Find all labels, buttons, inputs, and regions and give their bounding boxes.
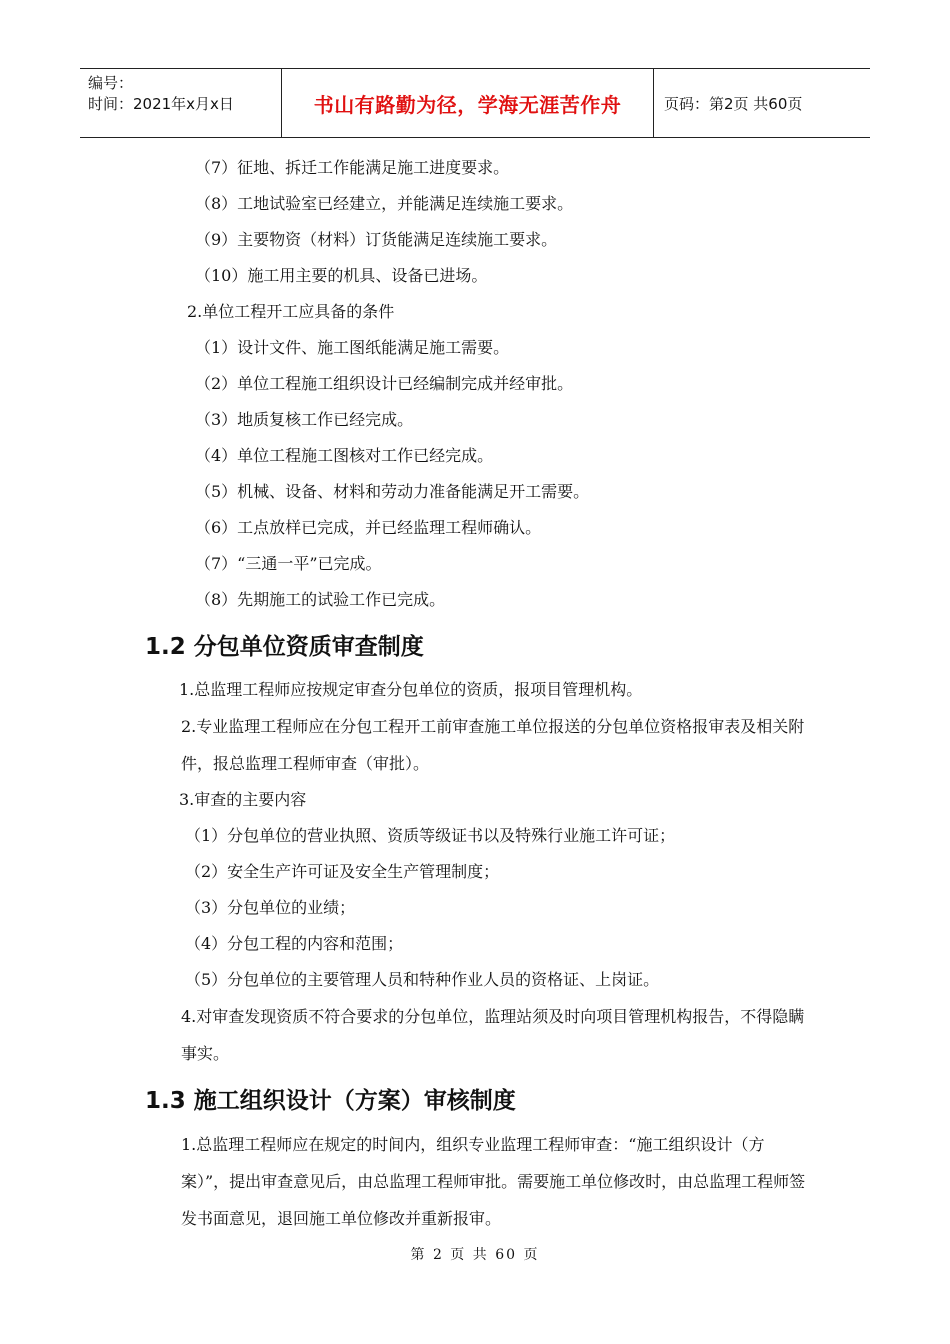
list-item: （3）地质复核工作已经完成。 xyxy=(195,410,414,429)
list-item: （1）分包单位的营业执照、资质等级证书以及特殊行业施工许可证； xyxy=(185,826,676,845)
paragraph: 3.审查的主要内容 xyxy=(179,790,307,809)
list-item: （2）安全生产许可证及安全生产管理制度； xyxy=(185,862,500,881)
paragraph: 1.总监理工程师应在规定的时间内，组织专业监理工程师审查：“施工组织设计（方案）”，提出审查意见后，由总监理工程师审批。需要施工单位修改时，由总监理工程师签发书面意见，退回施工单位修改并重新报审。 xyxy=(181,1135,806,1228)
list-item: （4）分包工程的内容和范围； xyxy=(185,934,404,953)
code-label: 编号： xyxy=(88,74,134,92)
section-heading: 1.2 分包单位资质审查制度 xyxy=(145,634,424,660)
header-meta xyxy=(80,69,282,137)
section-heading: 1.3 施工组织设计（方案）审核制度 xyxy=(145,1088,516,1114)
list-item: （3）分包单位的业绩； xyxy=(185,898,356,917)
list-item: （6）工点放样已完成，并已经监理工程师确认。 xyxy=(195,518,542,537)
list-item: （7）“三通一平”已完成。 xyxy=(195,554,382,573)
paragraph: 4.对审查发现资质不符合要求的分包单位，监理站须及时向项目管理机构报告，不得隐瞒事实。 xyxy=(181,1007,805,1063)
page-footer: 第 2 页 共 60 页 xyxy=(410,1247,540,1263)
list-item: （9）主要物资（材料）订货能满足连续施工要求。 xyxy=(195,230,558,249)
list-item: （1）设计文件、施工图纸能满足施工需要。 xyxy=(195,338,510,357)
subsection-title: 2.单位工程开工应具备的条件 xyxy=(187,302,395,321)
list-item: （5）机械、设备、材料和劳动力准备能满足开工需要。 xyxy=(195,482,590,501)
list-item: （10）施工用主要的机具、设备已进场。 xyxy=(195,266,488,285)
paragraph: 1.总监理工程师应按规定审查分包单位的资质，报项目管理机构。 xyxy=(179,680,643,699)
document-body xyxy=(145,150,810,1237)
list-item: （2）单位工程施工组织设计已经编制完成并经审批。 xyxy=(195,374,574,393)
page-header xyxy=(80,68,870,138)
header-page-info: 页码：第2页 共60页 xyxy=(664,94,803,113)
header-motto: 书山有路勤为径，学海无涯苦作舟 xyxy=(282,69,654,137)
list-item: （8）工地试验室已经建立，并能满足连续施工要求。 xyxy=(195,194,574,213)
list-item: （7）征地、拆迁工作能满足施工进度要求。 xyxy=(195,158,510,177)
time-label: 时间：2021年x月x日 xyxy=(88,95,234,113)
paragraph: 2.专业监理工程师应在分包工程开工前审查施工单位报送的分包单位资格报审表及相关附件，报总监理工程师审查（审批）。 xyxy=(181,717,805,773)
list-item: （4）单位工程施工图核对工作已经完成。 xyxy=(195,446,494,465)
list-item: （8）先期施工的试验工作已完成。 xyxy=(195,590,446,609)
list-item: （5）分包单位的主要管理人员和特种作业人员的资格证、上岗证。 xyxy=(185,970,660,989)
